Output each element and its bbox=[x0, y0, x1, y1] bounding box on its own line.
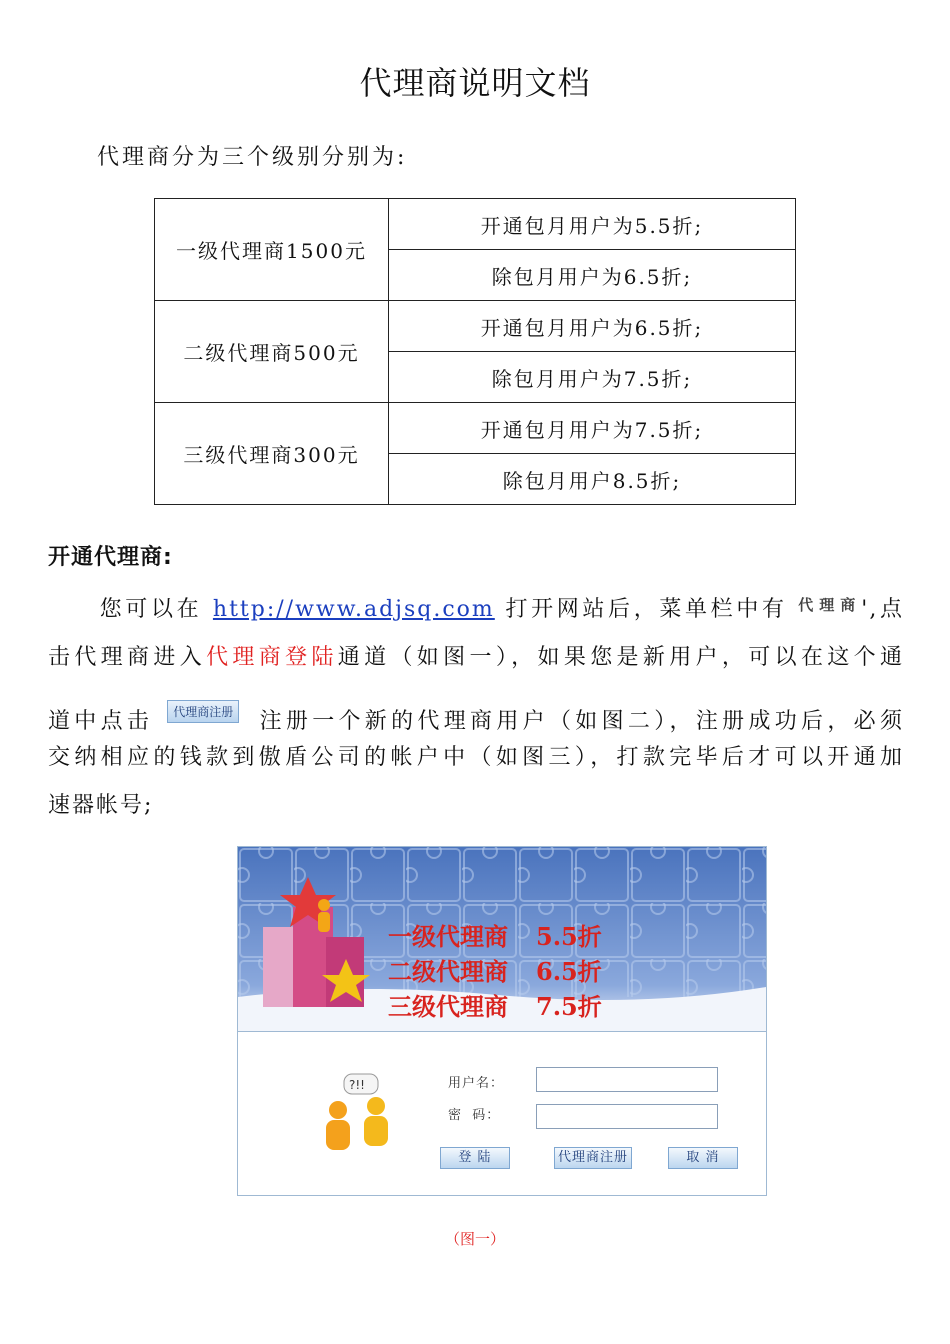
cancel-button[interactable]: 取 消 bbox=[668, 1147, 738, 1169]
level-monthly-discount: 开通包月用户为7.5折; bbox=[389, 403, 796, 454]
login-button[interactable]: 登 陆 bbox=[440, 1147, 510, 1169]
banner-level-1: 一级代理商 bbox=[388, 922, 508, 951]
section-heading: 开通代理商: bbox=[48, 545, 173, 570]
level-monthly-discount: 开通包月用户为5.5折; bbox=[389, 199, 796, 250]
banner-level-3: 三级代理商 bbox=[388, 992, 508, 1021]
username-label: 用户名： bbox=[448, 1076, 505, 1091]
site-link[interactable]: http://www.adjsq.com bbox=[212, 597, 495, 622]
level-name: 二级代理商500元 bbox=[155, 301, 389, 403]
login-form bbox=[238, 1031, 766, 1196]
level-other-discount: 除包月用户为6.5折; bbox=[389, 250, 796, 301]
paragraph-text: 注册一个新的代理商用户（如图二），注册成功后，必须 bbox=[257, 709, 904, 734]
level-monthly-discount: 开通包月用户为6.5折; bbox=[389, 301, 796, 352]
level-name: 三级代理商300元 bbox=[155, 403, 389, 505]
paragraph-line bbox=[48, 700, 904, 735]
agent-login-highlight: 代理商登陆 bbox=[206, 645, 338, 670]
banner-discount-2: 6.5折 bbox=[536, 957, 602, 986]
banner-discount-3: 7.5折 bbox=[536, 992, 602, 1021]
level-name: 一级代理商1500元 bbox=[155, 199, 389, 301]
table-row bbox=[155, 403, 796, 454]
agent-menu-button-image: 代理商 bbox=[798, 596, 862, 614]
table-row bbox=[155, 301, 796, 352]
username-input[interactable] bbox=[536, 1067, 718, 1092]
users-icon bbox=[316, 1072, 406, 1162]
paragraph-text: 通道（如图一），如果您是新用户，可以在这个通 bbox=[337, 645, 904, 670]
table-row bbox=[155, 199, 796, 250]
paragraph-line: 交纳相应的钱款到傲盾公司的帐户中（如图三），打款完毕后才可以开通加 bbox=[48, 745, 904, 770]
agent-login-screenshot bbox=[237, 846, 767, 1196]
paragraph-text: 击代理商进入 bbox=[48, 645, 207, 670]
level-other-discount: 除包月用户为7.5折; bbox=[389, 352, 796, 403]
agent-level-table bbox=[154, 198, 796, 505]
banner-level-2: 二级代理商 bbox=[388, 957, 508, 986]
banner-discount-1: 5.5折 bbox=[536, 922, 602, 951]
document-title: 代理商说明文档 bbox=[359, 64, 591, 102]
paragraph-line bbox=[48, 640, 904, 671]
intro-text: 代理商分为三个级别分别为: bbox=[97, 145, 408, 170]
paragraph-text: 打开网站后，菜单栏中有 bbox=[505, 597, 788, 622]
paragraph-text: ',点 bbox=[861, 597, 904, 622]
figure-caption: （图一） bbox=[444, 1230, 505, 1248]
register-button[interactable]: 代理商注册 bbox=[554, 1147, 632, 1169]
agent-register-button-image: 代理商注册 bbox=[167, 700, 239, 723]
paragraph-line bbox=[48, 592, 904, 623]
paragraph-text: 您可以在 bbox=[98, 597, 203, 622]
agent-banner bbox=[238, 847, 766, 1031]
bubble-text: ?!! bbox=[349, 1078, 365, 1092]
password-input[interactable] bbox=[536, 1104, 718, 1129]
password-label: 密 码： bbox=[448, 1108, 501, 1123]
paragraph-line: 速器帐号; bbox=[48, 793, 154, 818]
paragraph-text: 道中点击 bbox=[48, 709, 154, 734]
level-other-discount: 除包月用户8.5折; bbox=[389, 454, 796, 505]
